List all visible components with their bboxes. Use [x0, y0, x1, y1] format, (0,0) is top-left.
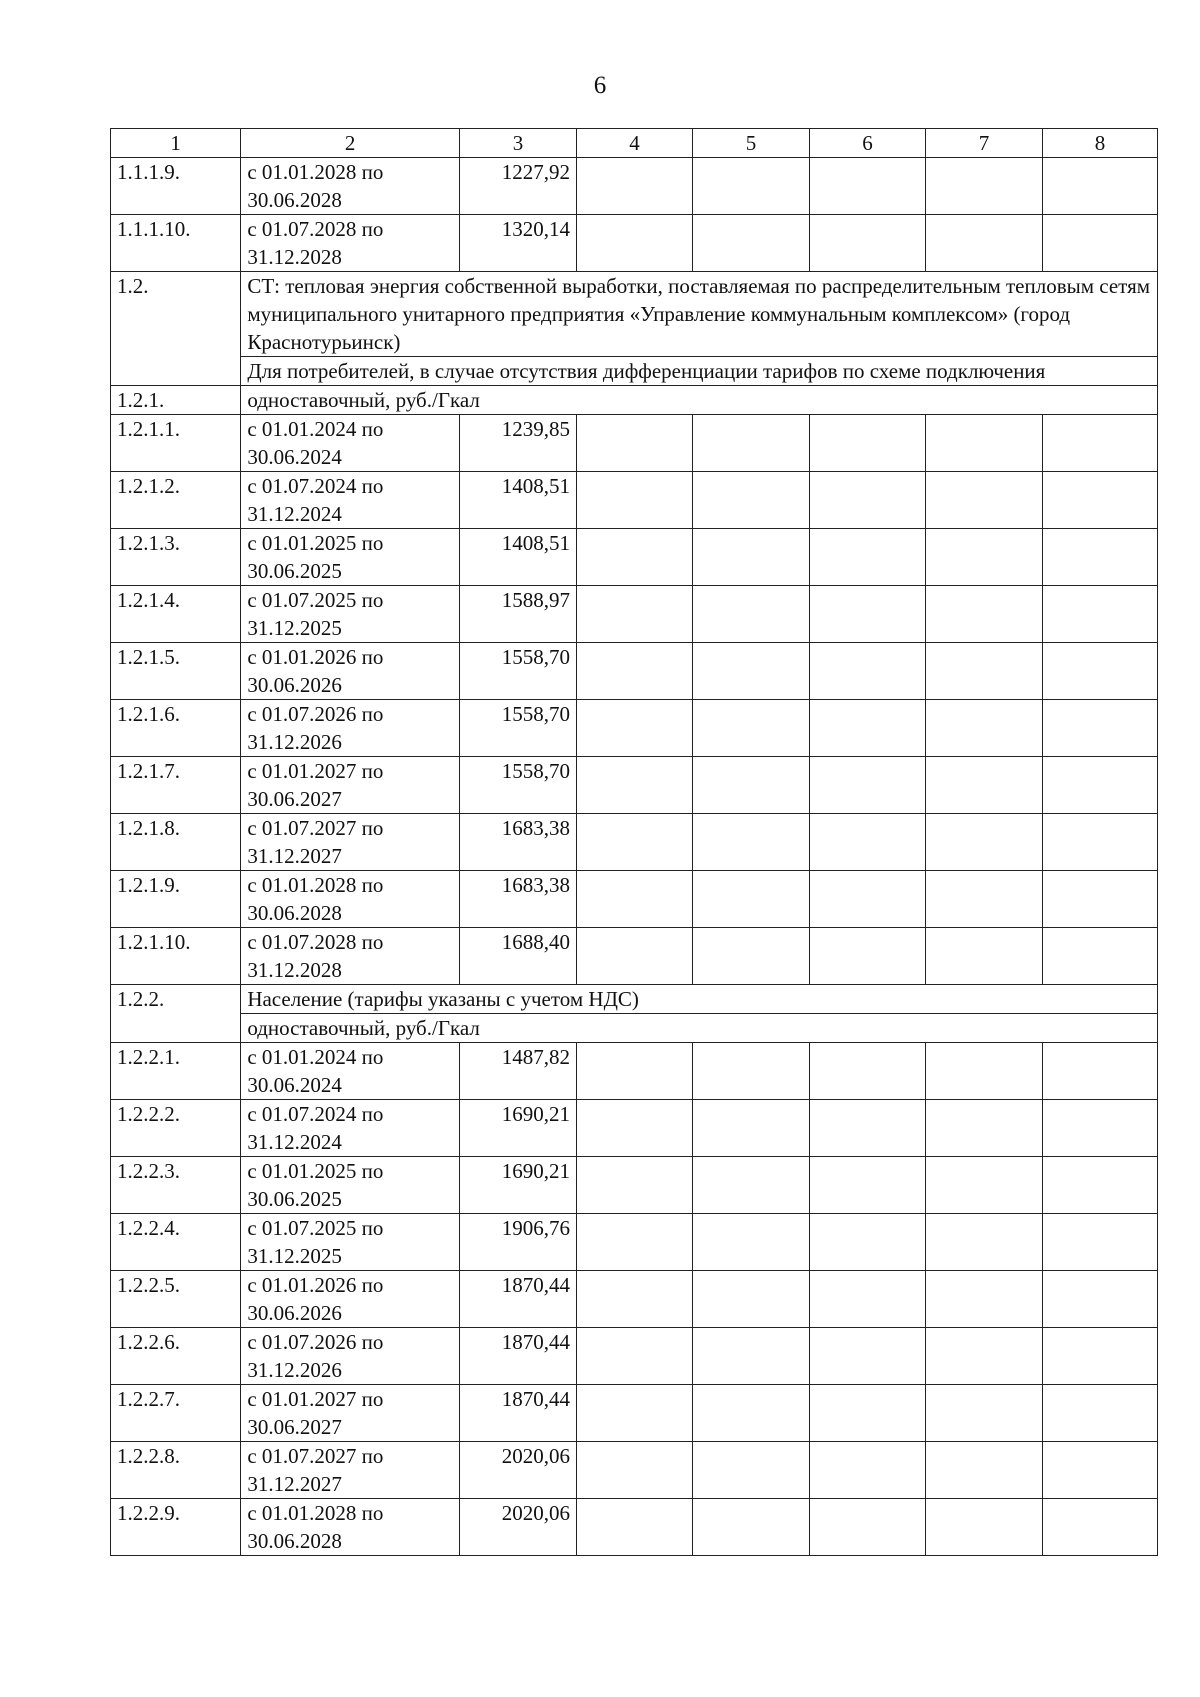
period-from: с 01.01.2024 по [247, 1045, 384, 1069]
period-cell [241, 472, 460, 529]
period-to: 30.06.2028 [247, 188, 342, 212]
tariff-value: 1487,82 [459, 1043, 576, 1100]
empty-cell [693, 1328, 810, 1385]
empty-cell [577, 1100, 693, 1157]
tariff-row [111, 415, 1158, 472]
empty-cell [926, 158, 1043, 215]
period-to: 31.12.2024 [247, 1130, 342, 1154]
empty-cell [693, 1214, 810, 1271]
empty-cell [577, 1157, 693, 1214]
empty-cell [577, 1328, 693, 1385]
period-from: с 01.01.2027 по [247, 759, 384, 783]
tariff-row [111, 928, 1158, 985]
period-cell [241, 1442, 460, 1499]
row-number: 1.2.1.5. [111, 643, 241, 700]
period-from: с 01.07.2028 по [247, 930, 384, 954]
empty-cell [1043, 1214, 1158, 1271]
empty-cell [693, 700, 810, 757]
period-to: 30.06.2026 [247, 1301, 342, 1325]
empty-cell [810, 1442, 926, 1499]
empty-cell [1043, 586, 1158, 643]
period-to: 30.06.2027 [247, 787, 342, 811]
row-number: 1.2.1.9. [111, 871, 241, 928]
empty-cell [693, 472, 810, 529]
empty-cell [926, 1385, 1043, 1442]
empty-cell [926, 1214, 1043, 1271]
empty-cell [693, 757, 810, 814]
tariff-row [111, 757, 1158, 814]
period-from: с 01.07.2024 по [247, 474, 384, 498]
period-from: с 01.01.2028 по [247, 1501, 384, 1525]
empty-cell [693, 1271, 810, 1328]
period-from: с 01.07.2024 по [247, 1102, 384, 1126]
tariff-value: 1870,44 [459, 1385, 576, 1442]
period-cell [241, 1271, 460, 1328]
empty-cell [810, 1157, 926, 1214]
column-header: 8 [1043, 129, 1158, 158]
empty-cell [693, 215, 810, 272]
period-cell [241, 871, 460, 928]
empty-cell [1043, 1499, 1158, 1556]
period-cell [241, 415, 460, 472]
tariff-value: 1408,51 [459, 529, 576, 586]
row-number: 1.2.1.1. [111, 415, 241, 472]
column-header: 7 [926, 129, 1043, 158]
empty-cell [577, 472, 693, 529]
empty-cell [810, 472, 926, 529]
empty-cell [1043, 1157, 1158, 1214]
row-number: 1.2.2.1. [111, 1043, 241, 1100]
empty-cell [693, 643, 810, 700]
empty-cell [577, 215, 693, 272]
period-to: 30.06.2024 [247, 445, 342, 469]
period-to: 31.12.2027 [247, 1472, 342, 1496]
tariff-row [111, 1442, 1158, 1499]
empty-cell [810, 415, 926, 472]
empty-cell [693, 928, 810, 985]
tariff-row [111, 586, 1158, 643]
period-to: 31.12.2024 [247, 502, 342, 526]
empty-cell [1043, 1385, 1158, 1442]
empty-cell [810, 1271, 926, 1328]
empty-cell [693, 586, 810, 643]
period-cell [241, 700, 460, 757]
empty-cell [926, 1271, 1043, 1328]
period-to: 30.06.2026 [247, 673, 342, 697]
empty-cell [926, 529, 1043, 586]
tariff-row [111, 700, 1158, 757]
period-to: 31.12.2028 [247, 958, 342, 982]
empty-cell [577, 1271, 693, 1328]
empty-cell [926, 1157, 1043, 1214]
empty-cell [810, 814, 926, 871]
empty-cell [926, 415, 1043, 472]
column-header: 4 [577, 129, 693, 158]
empty-cell [810, 928, 926, 985]
tariff-value: 1239,85 [459, 415, 576, 472]
period-to: 30.06.2028 [247, 901, 342, 925]
empty-cell [926, 215, 1043, 272]
empty-cell [577, 1385, 693, 1442]
period-to: 31.12.2026 [247, 1358, 342, 1382]
subsection-heading-text: Население (тарифы указаны с учетом НДС) [241, 985, 1158, 1014]
period-to: 30.06.2027 [247, 1415, 342, 1439]
tariff-row [111, 158, 1158, 215]
empty-cell [1043, 1271, 1158, 1328]
empty-cell [1043, 643, 1158, 700]
tariff-value: 1688,40 [459, 928, 576, 985]
empty-cell [1043, 158, 1158, 215]
period-cell [241, 1043, 460, 1100]
period-to: 31.12.2027 [247, 844, 342, 868]
tariff-value: 2020,06 [459, 1499, 576, 1556]
subsection-heading [111, 985, 1158, 1014]
period-cell [241, 529, 460, 586]
empty-cell [1043, 928, 1158, 985]
empty-cell [926, 814, 1043, 871]
empty-cell [810, 586, 926, 643]
period-cell [241, 814, 460, 871]
empty-cell [693, 1499, 810, 1556]
tariff-value: 1690,21 [459, 1100, 576, 1157]
tariff-row [111, 1271, 1158, 1328]
tariff-row [111, 1100, 1158, 1157]
period-cell [241, 928, 460, 985]
tariff-row [111, 1499, 1158, 1556]
empty-cell [926, 472, 1043, 529]
row-number: 1.2.1.2. [111, 472, 241, 529]
tariff-value: 1683,38 [459, 871, 576, 928]
period-from: с 01.07.2026 по [247, 702, 384, 726]
empty-cell [1043, 1442, 1158, 1499]
tariff-row [111, 1043, 1158, 1100]
row-number: 1.2.2.9. [111, 1499, 241, 1556]
section-heading [111, 272, 1158, 357]
period-cell [241, 643, 460, 700]
period-to: 31.12.2028 [247, 245, 342, 269]
empty-cell [810, 1385, 926, 1442]
empty-cell [810, 1043, 926, 1100]
empty-cell [926, 700, 1043, 757]
period-from: с 01.07.2027 по [247, 816, 384, 840]
tariff-row [111, 472, 1158, 529]
empty-cell [926, 643, 1043, 700]
column-header: 2 [241, 129, 460, 158]
row-number: 1.2.2.7. [111, 1385, 241, 1442]
tariff-table [110, 128, 1158, 1556]
empty-cell [693, 415, 810, 472]
tariff-value: 1870,44 [459, 1271, 576, 1328]
column-header: 1 [111, 129, 241, 158]
tariff-value: 1558,70 [459, 643, 576, 700]
row-number: 1.2.1. [111, 386, 241, 415]
empty-cell [693, 1157, 810, 1214]
empty-cell [810, 1499, 926, 1556]
empty-cell [577, 1442, 693, 1499]
subsection-subheading-text: одноставочный, руб./Гкал [241, 1014, 1158, 1043]
empty-cell [810, 215, 926, 272]
tariff-row [111, 1328, 1158, 1385]
period-from: с 01.01.2028 по [247, 873, 384, 897]
period-cell [241, 1328, 460, 1385]
period-from: с 01.07.2027 по [247, 1444, 384, 1468]
period-cell [241, 158, 460, 215]
empty-cell [577, 700, 693, 757]
row-number: 1.2.2. [111, 985, 241, 1043]
empty-cell [693, 1100, 810, 1157]
empty-cell [1043, 814, 1158, 871]
empty-cell [693, 814, 810, 871]
tariff-row [111, 215, 1158, 272]
tariff-value: 2020,06 [459, 1442, 576, 1499]
empty-cell [810, 643, 926, 700]
empty-cell [693, 158, 810, 215]
column-number-header-row [111, 129, 1158, 158]
period-to: 30.06.2028 [247, 1529, 342, 1553]
period-from: с 01.01.2028 по [247, 160, 384, 184]
row-number: 1.2.1.4. [111, 586, 241, 643]
empty-cell [926, 757, 1043, 814]
empty-cell [1043, 1100, 1158, 1157]
period-from: с 01.07.2028 по [247, 217, 384, 241]
row-number: 1.2.2.5. [111, 1271, 241, 1328]
empty-cell [810, 700, 926, 757]
row-number: 1.2.2.2. [111, 1100, 241, 1157]
empty-cell [693, 1043, 810, 1100]
tariff-value: 1558,70 [459, 757, 576, 814]
row-number: 1.2. [111, 272, 241, 386]
empty-cell [926, 928, 1043, 985]
period-from: с 01.01.2025 по [247, 1159, 384, 1183]
tariff-value: 1906,76 [459, 1214, 576, 1271]
period-from: с 01.01.2024 по [247, 417, 384, 441]
empty-cell [1043, 1043, 1158, 1100]
empty-cell [577, 586, 693, 643]
period-to: 31.12.2025 [247, 616, 342, 640]
tariff-value: 1690,21 [459, 1157, 576, 1214]
row-number: 1.2.1.7. [111, 757, 241, 814]
empty-cell [926, 1100, 1043, 1157]
row-number: 1.2.2.4. [111, 1214, 241, 1271]
tariff-value: 1870,44 [459, 1328, 576, 1385]
period-to: 31.12.2025 [247, 1244, 342, 1268]
empty-cell [577, 529, 693, 586]
empty-cell [1043, 757, 1158, 814]
row-number: 1.2.2.3. [111, 1157, 241, 1214]
row-number: 1.2.1.10. [111, 928, 241, 985]
empty-cell [1043, 1328, 1158, 1385]
tariff-row [111, 814, 1158, 871]
row-number: 1.2.2.6. [111, 1328, 241, 1385]
empty-cell [577, 158, 693, 215]
tariff-row [111, 871, 1158, 928]
empty-cell [810, 1214, 926, 1271]
period-from: с 01.07.2025 по [247, 1216, 384, 1240]
empty-cell [810, 1100, 926, 1157]
empty-cell [810, 529, 926, 586]
tariff-row [111, 1214, 1158, 1271]
tariff-row [111, 643, 1158, 700]
column-header: 5 [693, 129, 810, 158]
period-from: с 01.01.2025 по [247, 531, 384, 555]
subsection-heading [111, 386, 1158, 415]
empty-cell [926, 1328, 1043, 1385]
period-cell [241, 215, 460, 272]
period-cell [241, 1385, 460, 1442]
period-cell [241, 1214, 460, 1271]
empty-cell [810, 158, 926, 215]
period-to: 30.06.2024 [247, 1073, 342, 1097]
empty-cell [926, 586, 1043, 643]
period-from: с 01.07.2026 по [247, 1330, 384, 1354]
row-number: 1.2.1.8. [111, 814, 241, 871]
section-subheading [111, 357, 1158, 386]
period-cell [241, 1499, 460, 1556]
empty-cell [577, 871, 693, 928]
empty-cell [577, 1043, 693, 1100]
tariff-row [111, 529, 1158, 586]
tariff-value: 1558,70 [459, 700, 576, 757]
tariff-row [111, 1385, 1158, 1442]
period-cell [241, 757, 460, 814]
tariff-value: 1588,97 [459, 586, 576, 643]
section-subheading-text: Для потребителей, в случае отсутствия дифференциации тарифов по схеме подключения [241, 357, 1158, 386]
empty-cell [577, 1214, 693, 1271]
tariff-value: 1227,92 [459, 158, 576, 215]
empty-cell [693, 871, 810, 928]
empty-cell [810, 1328, 926, 1385]
tariff-value: 1683,38 [459, 814, 576, 871]
row-number: 1.1.1.10. [111, 215, 241, 272]
empty-cell [577, 1499, 693, 1556]
empty-cell [810, 757, 926, 814]
empty-cell [926, 1442, 1043, 1499]
empty-cell [693, 1442, 810, 1499]
empty-cell [1043, 415, 1158, 472]
subsection-subheading [111, 1014, 1158, 1043]
period-cell [241, 1157, 460, 1214]
empty-cell [1043, 215, 1158, 272]
row-number: 1.2.2.8. [111, 1442, 241, 1499]
empty-cell [577, 757, 693, 814]
empty-cell [926, 1043, 1043, 1100]
tariff-value: 1320,14 [459, 215, 576, 272]
period-from: с 01.01.2026 по [247, 645, 384, 669]
period-cell [241, 1100, 460, 1157]
empty-cell [577, 643, 693, 700]
empty-cell [1043, 529, 1158, 586]
empty-cell [926, 871, 1043, 928]
empty-cell [693, 529, 810, 586]
period-from: с 01.07.2025 по [247, 588, 384, 612]
tariff-row [111, 1157, 1158, 1214]
period-to: 31.12.2026 [247, 730, 342, 754]
period-to: 30.06.2025 [247, 559, 342, 583]
empty-cell [1043, 472, 1158, 529]
period-from: с 01.01.2027 по [247, 1387, 384, 1411]
row-number: 1.1.1.9. [111, 158, 241, 215]
period-to: 30.06.2025 [247, 1187, 342, 1211]
row-number: 1.2.1.3. [111, 529, 241, 586]
empty-cell [577, 814, 693, 871]
empty-cell [577, 415, 693, 472]
column-header: 3 [459, 129, 576, 158]
period-cell [241, 586, 460, 643]
empty-cell [577, 928, 693, 985]
empty-cell [810, 871, 926, 928]
subsection-heading-text: одноставочный, руб./Гкал [241, 386, 1158, 415]
period-from: с 01.01.2026 по [247, 1273, 384, 1297]
page-number: 6 [593, 72, 607, 99]
column-header: 6 [810, 129, 926, 158]
tariff-value: 1408,51 [459, 472, 576, 529]
empty-cell [926, 1499, 1043, 1556]
empty-cell [1043, 700, 1158, 757]
empty-cell [693, 1385, 810, 1442]
section-heading-text: СТ: тепловая энергия собственной выработки, поставляемая по распределительным тепловым сетям муниципального унитарного предприятия «Управление коммунальным комплексом» (город Краснотурьинск) [241, 272, 1158, 357]
row-number: 1.2.1.6. [111, 700, 241, 757]
empty-cell [1043, 871, 1158, 928]
